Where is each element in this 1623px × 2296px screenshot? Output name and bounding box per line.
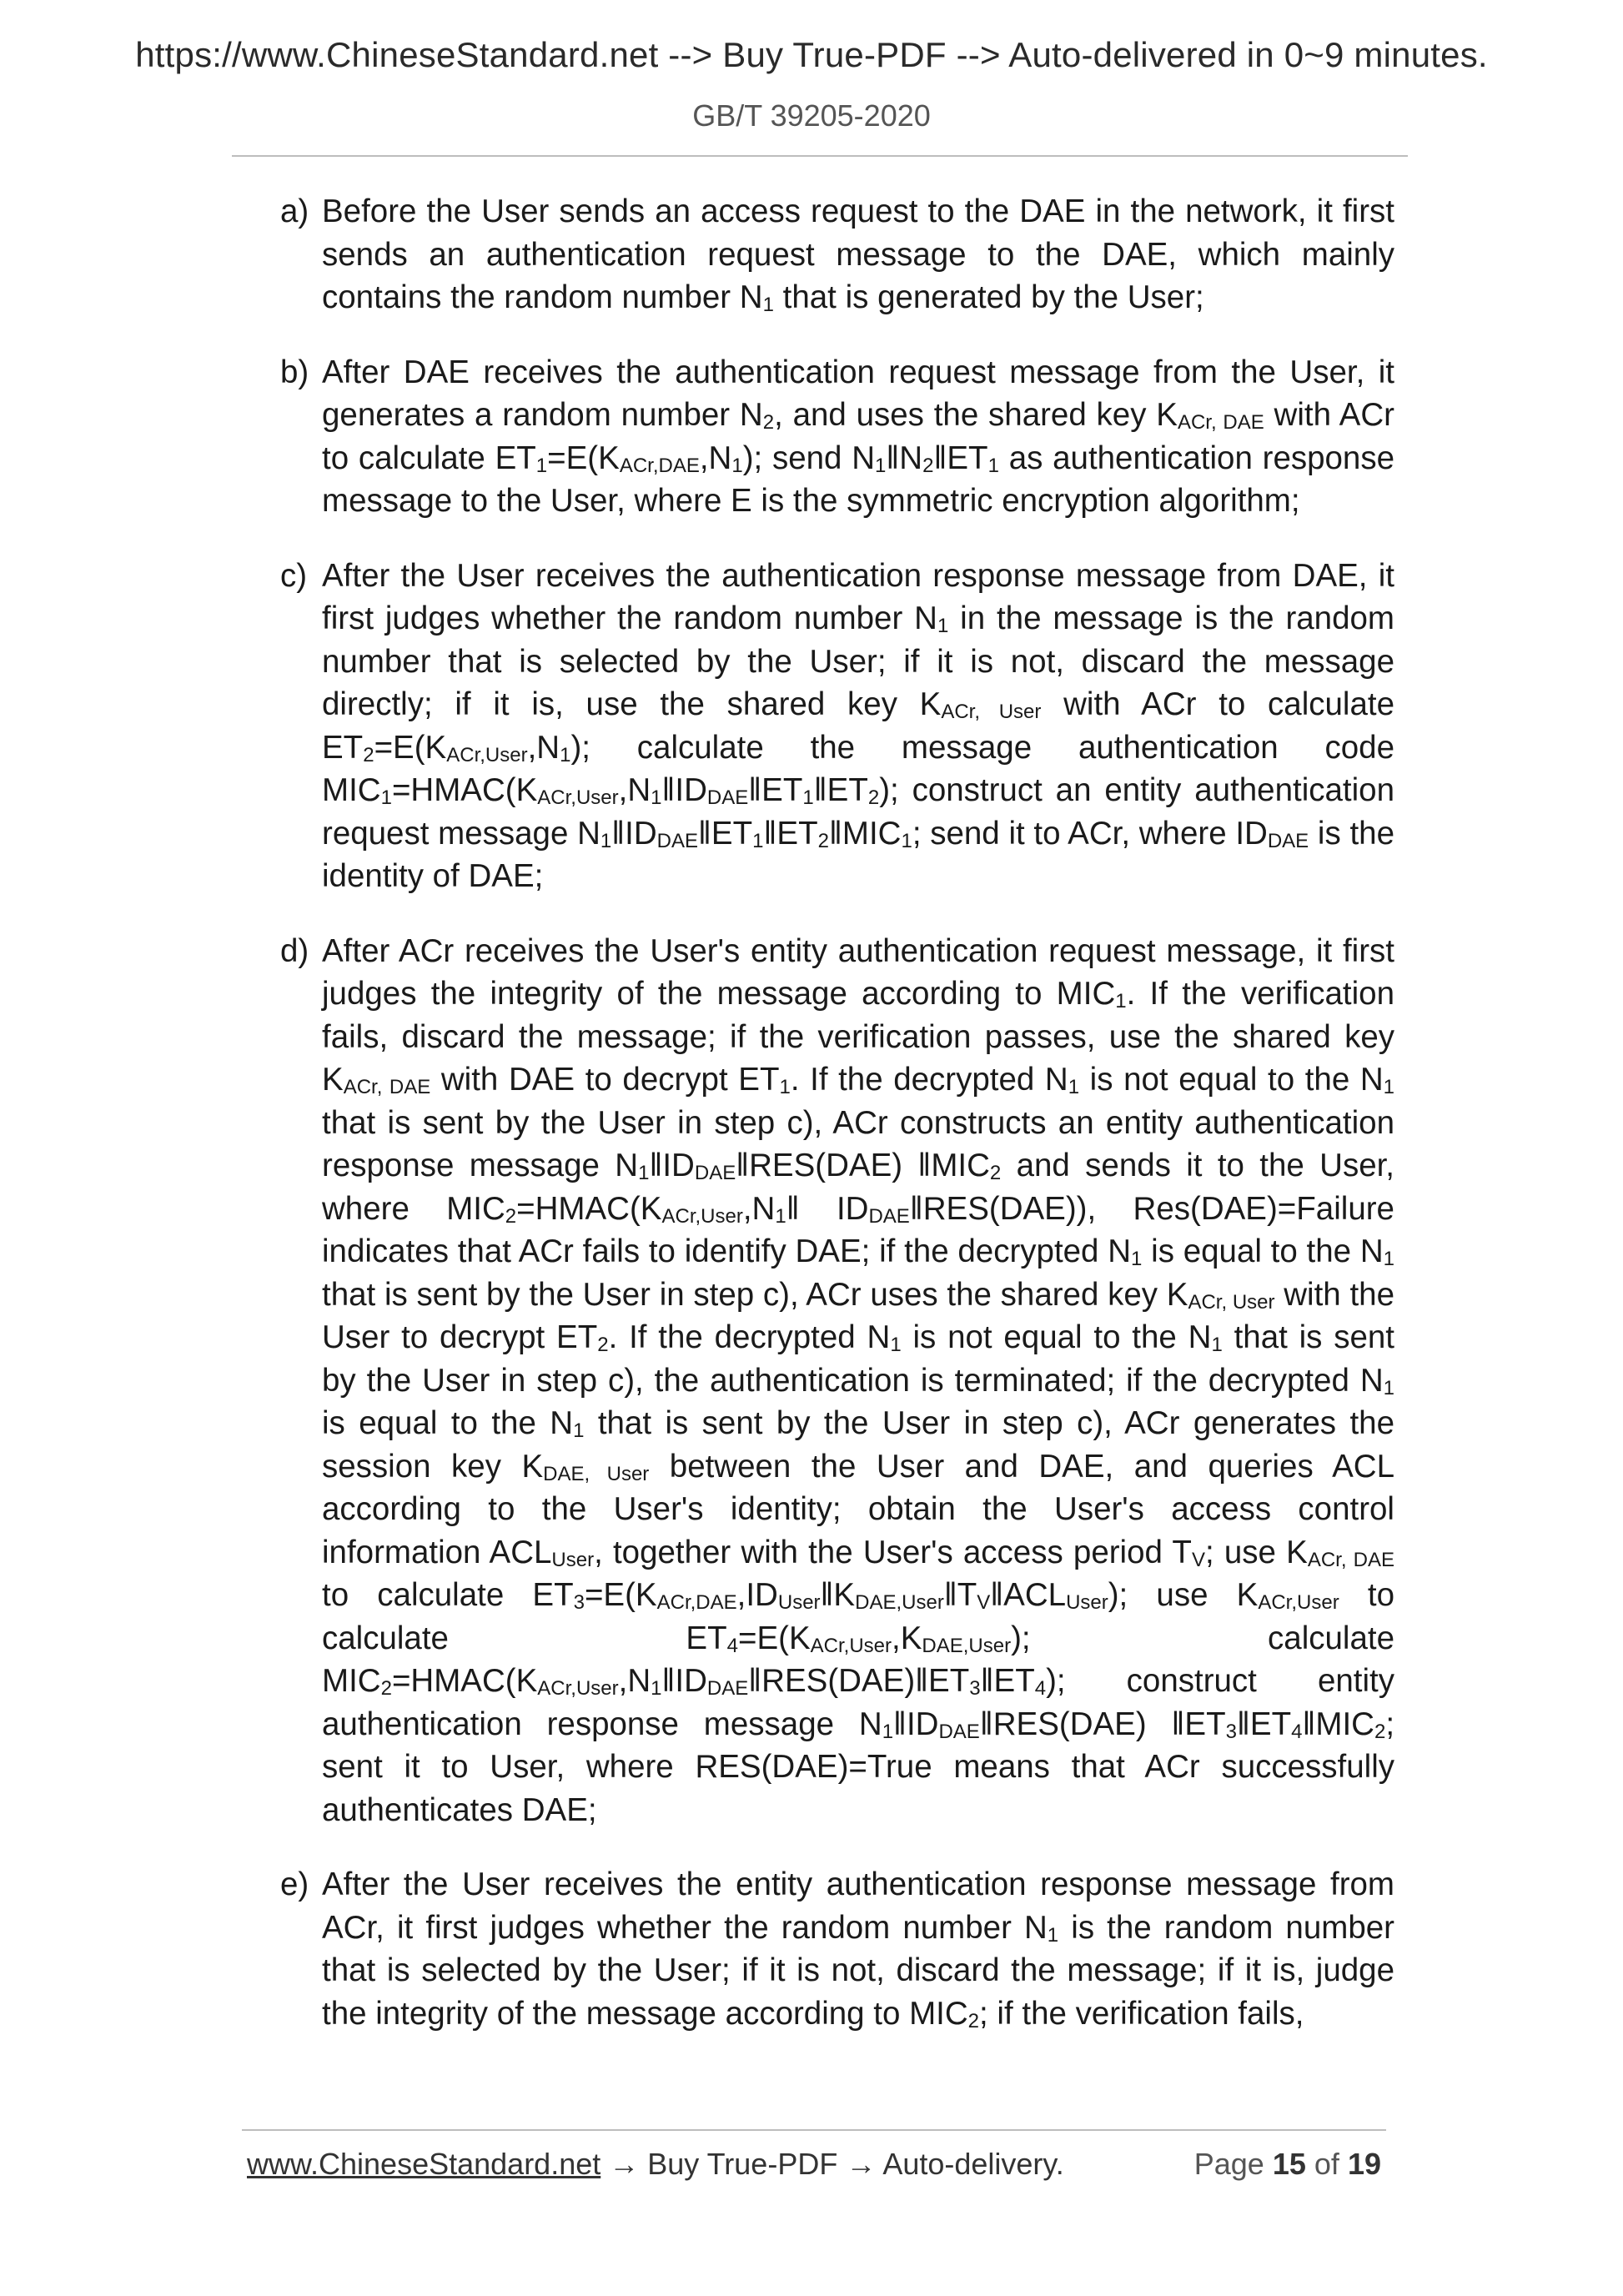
list-item-a: [280, 190, 1394, 319]
footer-left: [247, 2147, 1064, 2181]
document-body: [280, 190, 1394, 2067]
total-pages: 19: [1347, 2147, 1381, 2181]
header-url-line: https://www.ChineseStandard.net --> Buy True-PDF --> Auto-delivered in 0~9 minutes.: [135, 35, 1488, 74]
list-item-c: [280, 555, 1394, 898]
header-standard-id: GB/T 39205-2020: [692, 98, 931, 133]
list-item-label: b): [280, 354, 309, 390]
list-item-e: [280, 1863, 1394, 2035]
footer-tagline: → Buy True-PDF → Auto-delivery.: [600, 2147, 1064, 2181]
list-item-text: After DAE receives the authentication request message from the User, it generates a random number $N_2$, and uses the shared key $K_{ACr, DAE}$ with ACr to calculate $ET_1=E(K_{ACr,DAE},N_1)$; send $N_1‖N_2‖ET_1$ as authentication response message to the User, where E is the symmetric encryption algorithm;: [322, 354, 1394, 519]
list-item-b: [280, 351, 1394, 523]
list-item-text: After the User receives the entity authentication response message from ACr, it first judges whether the random number $N_1$ is the random number that is selected by the User; if it is not, discard the message; if it is, judge the integrity of the message according to $MIC_2$; if the verification fails,: [322, 1866, 1394, 2032]
page-indicator: Page 15 of 19: [1193, 2147, 1381, 2181]
list-item-d: [280, 930, 1394, 1832]
list-item-text: After the User receives the authentication response message from DAE, it first judges whether the random number $N_1$ in the message is the random number that is selected by the User; if it is not, discard the message directly; if it is, use the shared key $K_{ACr, User}$ with ACr to calculate $ET_2=E(K_{ACr,User},N_1)$; calculate the message authentication code $MIC_1=HMAC(K_{ACr,User},N_1‖ID_{DAE}‖ET_1‖ET_2)$; construct an entity authentication request message $N_1‖ID_{DAE}‖ET_1‖ET_2‖MIC_1$; send it to ACr, where $ID_{DAE}$ is the identity of DAE;: [322, 557, 1394, 894]
header-divider: [232, 155, 1408, 157]
list-item-label: d): [280, 932, 309, 969]
footer-divider: [242, 2129, 1386, 2131]
list-item-text: After ACr receives the User's entity authentication request message, it first judges the integrity of the message according to $MIC_1$. If the verification fails, discard the message; if the verification passes, use the shared key $K_{ACr, DAE}$ with DAE to decrypt $ET_1$. If the decrypted $N_1$ is not equal to the $N_1$ that is sent by the User in step c), ACr constructs an entity authentication response message $N_1‖ID_{DAE}‖RES(DAE)$ $‖MIC_2$ and sends it to the User, where $MIC_2=HMAC(K_{ACr,User},N_1‖$ $ID_{DAE}‖RES(DAE)$), Res(DAE)=Failure indicates that ACr fails to identify DAE; if the decrypted $N_1$ is equal to the $N_1$ that is sent by the User in step c), ACr uses the shared key $K_{ACr, User}$ with the User to decrypt $ET_2$. If the decrypted $N_1$ is not equal to the $N_1$ that is sent by the User in step c), the authentication is terminated; if the decrypted $N_1$ is equal to the $N_1$ that is sent by the User in step c), ACr generates the session key $K_{DAE, User}$ between the User and DAE, and queries ACL according to the User's identity; obtain the User's access control information $ACL_{User}$, together with the User's access period $T_V$; use $K_{ACr, DAE}$ to calculate $ET_3=E(K_{ACr,DAE},ID_{User}‖K_{DAE,User}‖T_V‖ACL_{User})$; use $K_{ACr,User}$ to calculate $ET_4=E(K_{ACr,User},K_{DAE,User})$; calculate $MIC_2=HMAC(K_{ACr,User},N_1‖ID_{DAE}‖RES(DAE)‖ET_3‖ET_4)$; construct entity authentication response message $N_1‖ID_{DAE}‖RES(DAE)$ $‖ET_3‖ET_4‖MIC_2$; sent it to User, where RES(DAE)=True means that ACr successfully authenticates DAE;: [322, 932, 1395, 1828]
footer: [247, 2147, 1381, 2182]
site-link[interactable]: www.ChineseStandard.net: [247, 2147, 601, 2181]
list-item-label: e): [280, 1866, 309, 1902]
list-item-label: c): [280, 557, 308, 594]
list-item-text: Before the User sends an access request to the DAE in the network, it first sends an authentication request message to the DAE, which mainly contains the random number $N_1$ that is generated by the User;: [322, 193, 1394, 316]
page-number: 15: [1272, 2147, 1306, 2181]
list-item-label: a): [280, 193, 309, 229]
